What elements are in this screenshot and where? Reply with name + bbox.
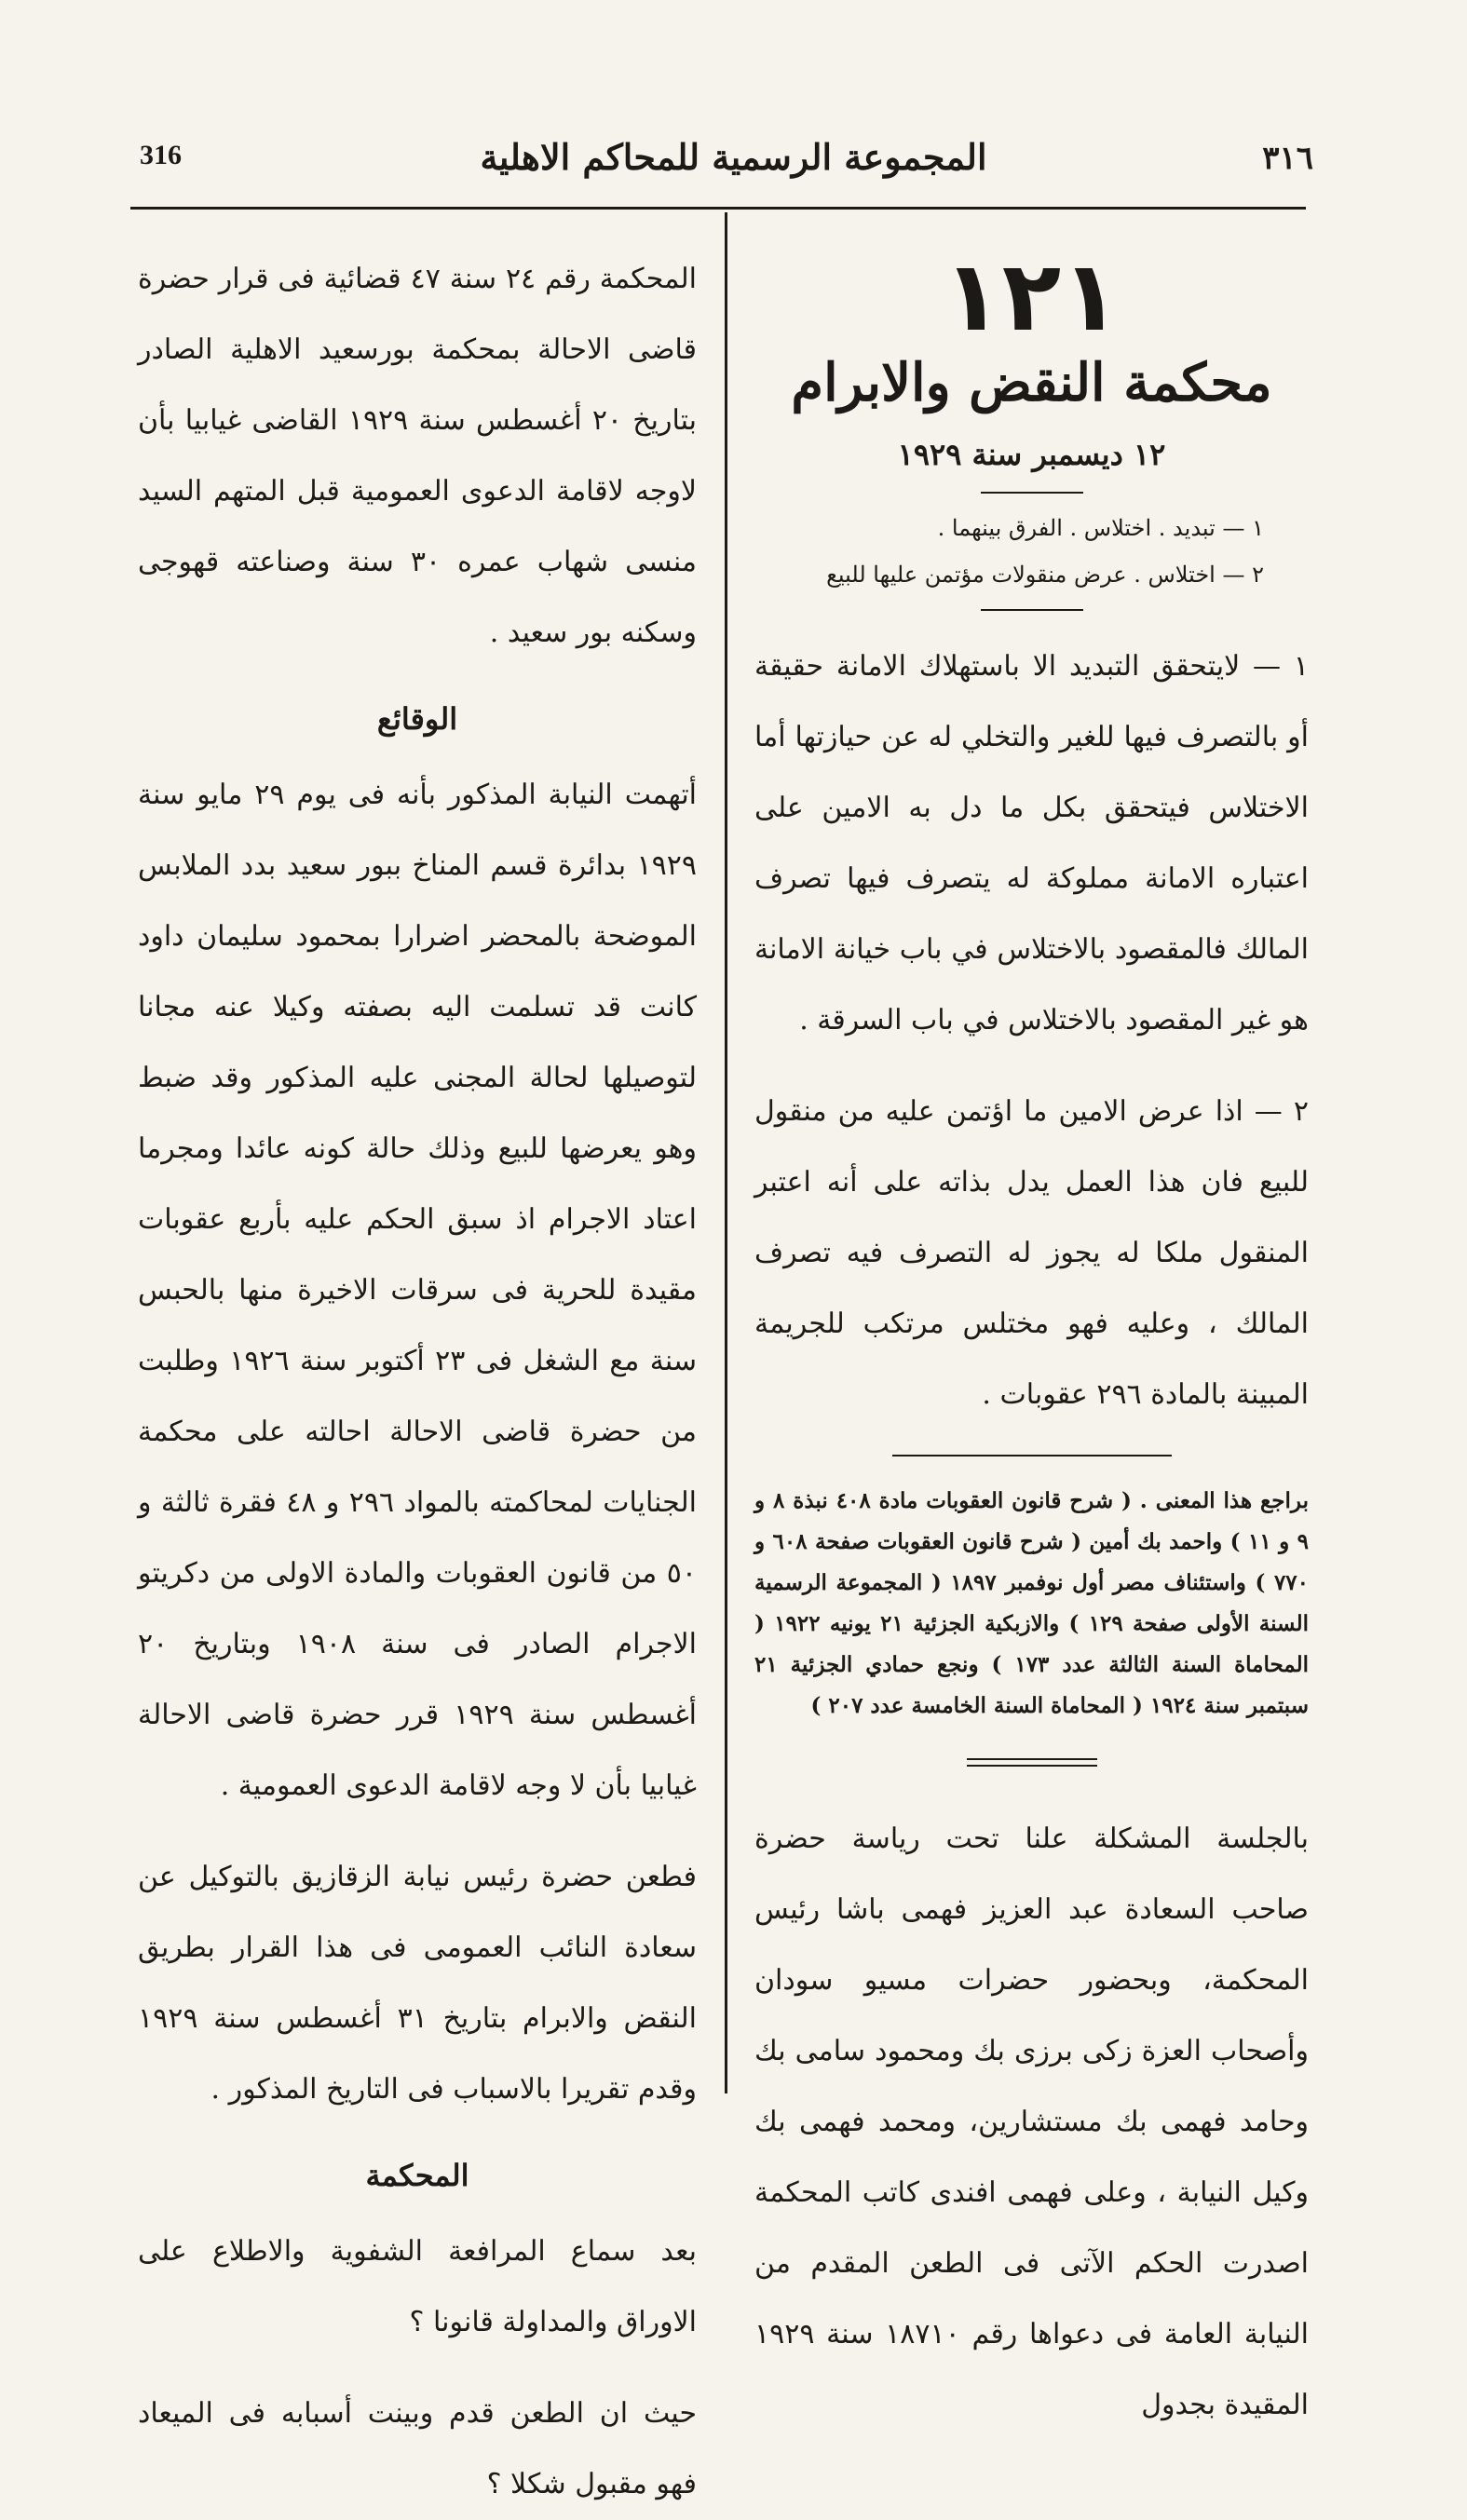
- right-column: [754, 239, 1310, 2441]
- case-number: ١٢١: [943, 239, 1121, 353]
- page-number-arabic: ٣١٦: [1262, 140, 1313, 177]
- principle-paragraph: ٢ — اذا عرض الامين ما اؤتمن عليه من منقول للبيع فان هذا العمل يدل بذاته على أنه اعتبر المنقول ملكا له يجوز له التصرف فيه تصرف المالك ، وعليه فهو مختلس مرتكب للجريمة المبينة بالمادة ٢٩٦ عقوبات .: [754, 1095, 1309, 1411]
- judgment-date: ١٢ ديسمبر سنة ١٩٢٩: [897, 437, 1166, 472]
- principle-paragraph: ١ — لايتحقق التبديد الا باستهلاك الامانة حقيقة أو بالتصرف فيها للغير والتخلي له عن حيازتها أما الاختلاس فيتحقق بكل ما دل به الامين على اعتباره الامانة مملوكة له يتصرف فيها تصرف المالك فالمقصود بالاختلاس في باب خيانة الامانة هو غير المقصود بالاختلاس في باب السرقة .: [754, 650, 1309, 1036]
- session-paragraph: بالجلسة المشكلة علنا تحت رياسة حضرة صاحب السعادة عبد العزيز فهمى باشا رئيس المحكمة، وبحضور حضرات مسيو سودان وأصحاب العزة زكى برزى بك ومحمود سامى بك وحامد فهمى بك مستشارين، ومحمد فهمى بك وكيل النيابة ، وعلى فهمى افندى كاتب المحكمة اصدرت الحكم الآتى فى الطعن المقدم من النيابة العامة فى دعواها رقم ١٨٧١٠ سنة ١٩٢٩ المقيدة بجدول: [754, 1822, 1309, 2421]
- double-rule: [967, 1758, 1097, 1767]
- court-name: محكمة النقض والابرام: [791, 352, 1272, 413]
- intro-paragraph: المحكمة رقم ٢٤ سنة ٤٧ قضائية فى قرار حضرة قاضى الاحالة بمحكمة بورسعيد الاهلية الصادر بتاريخ ٢٠ أغسطس سنة ١٩٢٩ القاضى غيابيا بأن لاوجه لاقامة الدعوى العمومية قبل المتهم السيد منسى شهاب عمره ٣٠ سنة وصناعته قهوجى وسكنه بور سعيد .: [138, 263, 697, 649]
- short-rule: [981, 609, 1083, 611]
- note-rule: [892, 1455, 1172, 1456]
- court-paragraph: بعد سماع المرافعة الشفوية والاطلاع على الاوراق والمداولة قانونا ؟: [138, 2235, 697, 2338]
- facts-paragraph: أتهمت النيابة المذكور بأنه فى يوم ٢٩ مايو سنة ١٩٢٩ بدائرة قسم المناخ ببور سعيد بدد الملابس الموضحة بالمحضر اضرارا بمحمود سليمان داود كانت قد تسلمت اليه بصفته وكيلا عنه مجانا لتوصيلها لحالة المجنى عليه المذكور وقد ضبط وهو يعرضها للبيع وذلك حالة كونه عائدا ومجرما اعتاد الاجرام اذ سبق الحكم عليه بأربع عقوبات مقيدة للحرية فى سرقات الاخيرة منها بالحبس سنة مع الشغل فى ٢٣ أكتوبر سنة ١٩٢٦ وطلبت من حضرة قاضى الاحالة احالته على محكمة الجنايات لمحاكمته بالمواد ٢٩٦ و ٤٨ فقرة ثالثة و ٥٠ من قانون العقوبات والمادة الاولى من دكريتو الاجرام الصادر فى سنة ١٩٠٨ وبتاريخ ٢٠ أغسطس سنة ١٩٢٩ قرر حضرة قاضى الاحالة غيابيا بأن لا وجه لاقامة الدعوى العمومية .: [138, 779, 698, 1802]
- court-heading: المحكمة: [365, 2158, 469, 2193]
- facts-heading: الوقائع: [376, 701, 458, 737]
- keyword-line: ١ — تبديد . اختلاس . الفرق بينهما .: [937, 515, 1264, 541]
- court-paragraph: حيث ان الطعن قدم وبينت أسبابه فى الميعاد فهو مقبول شكلا ؟: [138, 2397, 697, 2500]
- left-column: [138, 244, 697, 2520]
- page-number-latin: 316: [140, 140, 182, 170]
- running-title: المجموعة الرسمية للمحاكم الاهلية: [480, 136, 987, 178]
- header-rule: [130, 207, 1306, 210]
- reference-note: براجع هذا المعنى . ( شرح قانون العقوبات مادة ٤٠٨ نبذة ٨ و ٩ و ١١ ) واحمد بك أمين ( شرح قانون العقوبات صفحة ٦٠٨ و ٧٧٠ ) واستئناف مصر أول نوفمبر ١٨٩٧ ( المجموعة الرسمية السنة الأولى صفحة ١٢٩ ) والازبكية الجزئية ٢١ يونيه ١٩٢٢ ( المحاماة السنة الثالثة عدد ١٧٣ ) ونجع حمادي الجزئية ٢١ سبتمبر سنة ١٩٢٤ ( المحاماة السنة الخامسة عدد ٢٠٧ ): [754, 1488, 1310, 1718]
- keyword-line: ٢ — اختلاس . عرض منقولات مؤتمن عليها للبيع: [826, 562, 1264, 588]
- facts-paragraph: فطعن حضرة رئيس نيابة الزقازيق بالتوكيل عن سعادة النائب العمومى فى هذا القرار بطريق النقض والابرام بتاريخ ٣١ أغسطس سنة ١٩٢٩ وقدم تقريرا بالاسباب فى التاريخ المذكور .: [138, 1861, 697, 2106]
- short-rule: [981, 492, 1083, 494]
- column-divider: [725, 212, 727, 2093]
